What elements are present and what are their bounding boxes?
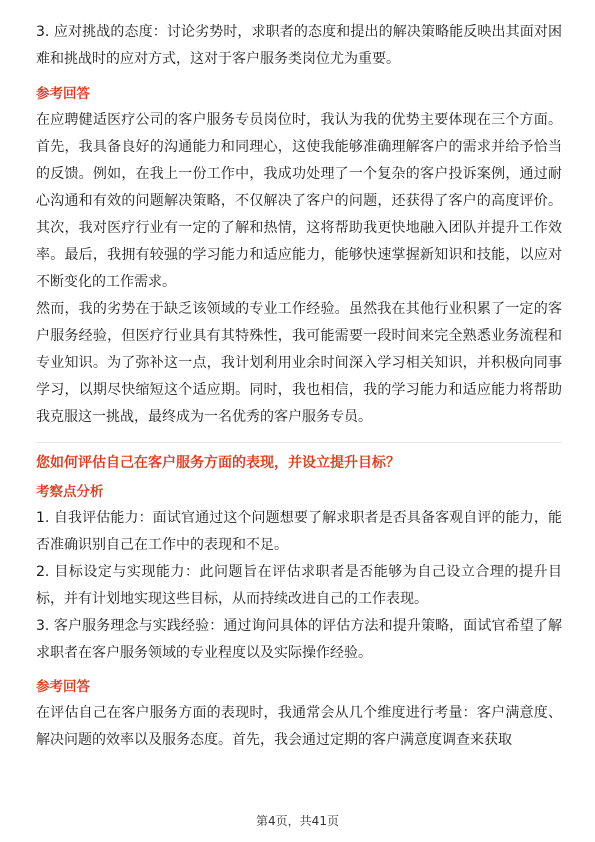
analysis-label: 考察点分析 [36,484,104,500]
question-title: 您如何评估自己在客户服务方面的表现，并设立提升目标？ [36,455,400,471]
page-content [36,13,562,754]
reference-answer-label: 参考回答 [36,679,90,695]
page-number-footer: 第4页，共41页 [256,814,339,828]
reference-answer-label: 参考回答 [36,86,90,102]
answer-paragraph: 在应聘健适医疗公司的客户服务专员岗位时，我认为我的优势主要体现在三个方面。首先，我具备良好的沟通能力和同理心，这使我能够准确理解客户的需求并给予恰当的反馈。例如，在我上一份工作中，我成功处理了一个复杂的客户投诉案例，通过耐心沟通和有效的问题解决策略，不仅解决了客户的问题，还获得了客户的高度评价。其次，我对医疗行业有一定的了解和热情，这将帮助我更快地融入团队并提升工作效率。最后，我拥有较强的学习能力和适应能力，能够快速掌握新知识和技能，以应对不断变化的工作需求。 [36,112,562,290]
intro-list-item: 3. 应对挑战的态度：讨论劣势时，求职者的态度和提出的解决策略能反映出其面对困难和挑战时的应对方式，这对于客户服务类岗位尤为重要。 [36,24,562,67]
answer-paragraph: 然而，我的劣势在于缺乏该领域的专业工作经验。虽然我在其他行业积累了一定的客户服务经验，但医疗行业具有其特殊性，我可能需要一段时间来完全熟悉业务流程和专业知识。为了弥补这一点，我计划利用业余时间深入学习相关知识，并积极向同事学习，以期尽快缩短这个适应期。同时，我也相信，我的学习能力和适应能力将帮助我克服这一挑战，最终成为一名优秀的客户服务专员。 [36,301,562,425]
analysis-item: 3. 客户服务理念与实践经验：通过询问具体的评估方法和提升策略，面试官希望了解求职者在客户服务领域的专业程度以及实际操作经验。 [36,618,562,661]
section-divider [36,442,562,443]
analysis-item: 1. 自我评估能力：面试官通过这个问题想要了解求职者是否具备客观自评的能力，能否准确识别自己在工作中的表现和不足。 [36,510,562,553]
answer-paragraph: 在评估自己在客户服务方面的表现时，我通常会从几个维度进行考量：客户满意度、解决问题的效率以及服务态度。首先，我会通过定期的客户满意度调查来获取 [36,705,562,748]
analysis-item: 2. 目标设定与实现能力：此问题旨在评估求职者是否能够为自己设立合理的提升目标，并有计划地实现这些目标，从而持续改进自己的工作表现。 [36,564,562,607]
